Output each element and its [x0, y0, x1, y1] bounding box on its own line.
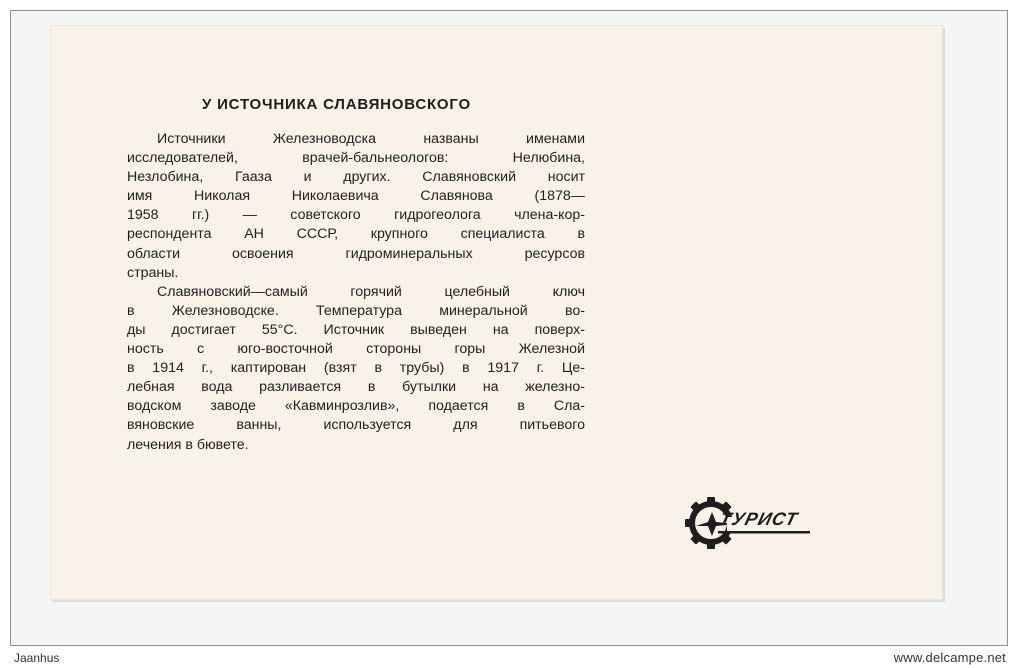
text-line: 1958 гг.) — советского гидрогеолога члена-кор- [127, 207, 585, 224]
text-line: страны. [127, 264, 179, 281]
postcard-description [127, 130, 585, 455]
text-line: Источники Железноводска названы именами [157, 131, 585, 147]
text-line: водском заводе «Кавминрозлив», подается в Сла- [127, 398, 585, 415]
text-line: респондента АН СССР, крупного специалиста в [127, 226, 585, 243]
postcard-title: У ИСТОЧНИКА СЛАВЯНОВСКОГО [202, 96, 471, 113]
text-line: вяновские ванны, используется для питьевого [127, 417, 585, 434]
text-line: лечения в бювете. [127, 436, 249, 453]
text-line: Славяновский—самый горячий целебный ключ [157, 283, 585, 300]
turist-logo [684, 494, 814, 552]
text-line: ды достигает 55°С. Источник выведен на поверх- [127, 321, 585, 338]
text-line: ность с юго-восточной стороны горы Железной [127, 341, 585, 358]
text-line: в 1914 г., каптирован (взят в трубы) в 1917 г. Це- [127, 360, 585, 377]
watermark-site: www.delcampe.net [893, 650, 1006, 665]
text-line: области освоения гидроминеральных ресурсов [127, 245, 585, 262]
text-line: имя Николая Николаевича Славянова (1878— [127, 188, 585, 205]
text-line: в Железноводске. Температура минеральной во- [127, 302, 585, 319]
text-line: Незлобина, Гааза и других. Славяновский носит [127, 169, 585, 186]
text-line: лебная вода разливается в бутылки на железно- [127, 379, 585, 396]
logo-underline [718, 531, 814, 535]
watermark-author: Jaanhus [14, 651, 60, 665]
text-line: исследователей, врачей-бальнеологов: Нелюбина, [127, 150, 585, 167]
logo-text: ТУРИСТ [717, 509, 801, 529]
